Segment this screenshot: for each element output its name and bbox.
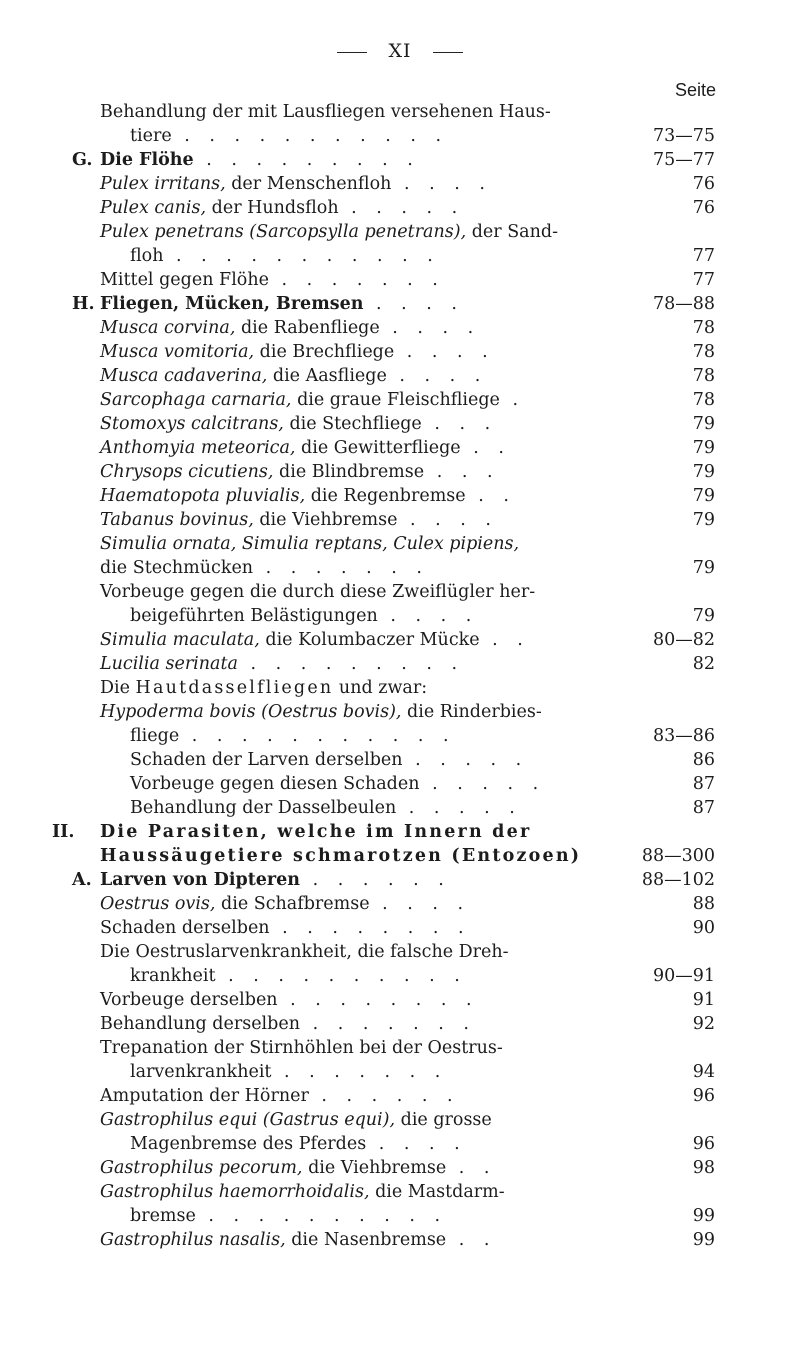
entry-title — [100, 436, 511, 460]
entry-title-rest: die Regenbremse — [305, 486, 466, 506]
leader-dots: . . — [446, 1230, 497, 1250]
leader-dots: . . . . — [391, 174, 492, 194]
page-reference: 79 — [692, 414, 715, 434]
entry-title — [130, 124, 448, 148]
leader-dots: . . . . . . . . — [277, 990, 479, 1010]
page-number: XI — [388, 40, 412, 62]
page-reference: 76 — [692, 174, 715, 194]
entry-marker: H. — [72, 294, 95, 314]
toc-entry — [0, 364, 800, 388]
entry-title — [100, 820, 531, 844]
table-of-contents — [0, 100, 800, 1252]
entry-title-main: Tabanus bovinus, — [100, 510, 254, 530]
entry-title-main: Vorbeuge gegen die durch diese Zweiflügler her- — [100, 582, 536, 602]
entry-title-main: Pulex irritans, — [100, 174, 226, 194]
leader-dots: . . . . — [377, 606, 479, 626]
entry-title-main: Chrysops cicutiens, — [100, 462, 274, 482]
page-reference: 79 — [692, 462, 715, 482]
toc-entry — [0, 460, 800, 484]
entry-title-main: Fliegen, Mücken, Bremsen — [100, 294, 364, 314]
page-reference: 75—77 — [652, 150, 715, 170]
entry-title-main: Die — [100, 678, 136, 698]
leader-dots: . . . . . . . . . — [237, 654, 465, 674]
toc-entry — [0, 1228, 800, 1252]
toc-entry — [0, 172, 800, 196]
toc-entry — [0, 964, 800, 988]
entry-title — [100, 100, 551, 124]
toc-entry — [0, 1204, 800, 1228]
page-reference: 91 — [692, 990, 715, 1010]
toc-entry — [0, 1084, 800, 1108]
page-header — [0, 40, 800, 62]
toc-entry — [0, 244, 800, 268]
page-reference: 92 — [692, 1014, 715, 1034]
toc-entry — [0, 556, 800, 580]
entry-title — [100, 508, 498, 532]
toc-entry — [0, 1132, 800, 1156]
entry-title-rest: die Gewitterfliege — [295, 438, 461, 458]
entry-title-main: Die Oestruslarvenkrankheit, die falsche Dreh- — [100, 942, 509, 962]
entry-title-main: Pulex canis, — [100, 198, 207, 218]
toc-entry — [0, 580, 800, 604]
toc-entry — [0, 340, 800, 364]
entry-title-spaced: Hautdasselfliegen — [135, 678, 334, 698]
header-rule-left — [337, 52, 367, 53]
entry-title — [130, 748, 528, 772]
leader-dots: . . — [465, 486, 516, 506]
leader-dots: . . . . — [386, 366, 488, 386]
entry-title-rest: die Aasfliege — [267, 366, 387, 386]
toc-entry — [0, 820, 800, 844]
toc-entry — [0, 1156, 800, 1180]
leader-dots: . . . . . . . . . . . — [171, 126, 449, 146]
entry-title — [130, 1204, 447, 1228]
page-reference: 83—86 — [652, 726, 715, 746]
leader-dots: . . . . . . — [300, 870, 451, 890]
entry-title-main: Vorbeuge derselben — [100, 990, 278, 1010]
entry-title-main: krankheit — [130, 966, 216, 986]
toc-entry — [0, 1060, 800, 1084]
entry-title — [100, 220, 558, 244]
entry-title-main: Behandlung der Dasselbeulen — [130, 798, 397, 818]
toc-entry — [0, 988, 800, 1012]
entry-title-main: Haussäugetiere schmarotzen (Entozoen) — [100, 846, 582, 866]
entry-title — [100, 916, 471, 940]
entry-title-main: Larven von Dipteren — [100, 870, 300, 890]
entry-marker: G. — [72, 150, 93, 170]
entry-title — [100, 580, 535, 604]
toc-entry — [0, 508, 800, 532]
leader-dots: . . . — [421, 414, 498, 434]
page-reference: 78 — [692, 390, 715, 410]
entry-title-main: Haematopota pluvialis, — [100, 486, 306, 506]
entry-title — [100, 532, 519, 556]
entry-title-main: die Stechmücken — [100, 558, 254, 578]
entry-title-main: Gastrophilus equi (Gastrus equi), — [100, 1110, 396, 1130]
entry-title — [100, 484, 516, 508]
toc-entry — [0, 1108, 800, 1132]
leader-dots: . . . . — [369, 894, 471, 914]
entry-title — [100, 1228, 496, 1252]
toc-entry — [0, 868, 800, 892]
toc-entry — [0, 892, 800, 916]
toc-entry — [0, 388, 800, 412]
entry-title-main: Mittel gegen Flöhe — [100, 270, 269, 290]
page-reference: 82 — [692, 654, 715, 674]
leader-dots: . . . . . . . . . — [193, 150, 420, 170]
entry-title — [100, 148, 420, 172]
toc-entry — [0, 532, 800, 556]
entry-title-main: Simulia maculata, — [100, 630, 260, 650]
entry-title — [100, 652, 464, 676]
page-reference: 79 — [692, 486, 715, 506]
entry-title-rest: die Viehbremse — [253, 510, 398, 530]
entry-title-rest: die grosse — [395, 1110, 492, 1130]
leader-dots: . . . — [424, 462, 500, 482]
page-reference: 79 — [692, 438, 715, 458]
entry-title — [100, 340, 495, 364]
page-reference: 88—102 — [641, 870, 715, 890]
page-reference: 79 — [692, 510, 715, 530]
entry-title-main: Musca vomitoria, — [100, 342, 255, 362]
page-reference: 78 — [692, 366, 715, 386]
entry-title-rest: die Brechfliege — [254, 342, 395, 362]
entry-title — [100, 1036, 503, 1060]
entry-title-rest: der Sand- — [466, 222, 558, 242]
page-reference: 79 — [692, 558, 715, 578]
entry-title-rest: die Nasenbremse — [285, 1230, 447, 1250]
page-reference: 96 — [692, 1134, 715, 1154]
toc-entry — [0, 700, 800, 724]
leader-dots: . . — [479, 630, 530, 650]
entry-title-rest: die Mastdarm- — [369, 1182, 505, 1202]
entry-title — [100, 844, 581, 868]
page-reference: 77 — [692, 270, 715, 290]
entry-title — [130, 244, 440, 268]
entry-title-main: Hypoderma bovis (Oestrus bovis), — [100, 702, 402, 722]
leader-dots: . . . . . . . — [300, 1014, 476, 1034]
page-reference: 78—88 — [652, 294, 715, 314]
entry-title — [100, 292, 464, 316]
entry-title — [100, 700, 542, 724]
entry-title-rest: die Rabenfliege — [235, 318, 380, 338]
entry-title-main: Anthomyia meteorica, — [100, 438, 296, 458]
toc-entry — [0, 484, 800, 508]
page-reference: 90 — [692, 918, 715, 938]
leader-dots: . . . . . . . . . . . — [179, 726, 456, 746]
entry-title — [130, 964, 467, 988]
entry-title-main: Vorbeuge gegen diesen Schaden — [130, 774, 420, 794]
leader-dots: . . . . . — [419, 774, 546, 794]
entry-title-rest: die Viehbremse — [302, 1158, 447, 1178]
entry-title — [100, 1156, 496, 1180]
page-reference: 86 — [692, 750, 715, 770]
page-reference: 78 — [692, 318, 715, 338]
page-reference: 73—75 — [652, 126, 715, 146]
entry-title-rest: die Kolumbaczer Mücke — [259, 630, 480, 650]
page-reference: 87 — [692, 774, 715, 794]
page-reference: 88—300 — [641, 846, 715, 866]
entry-title — [130, 604, 478, 628]
entry-title-main: Schaden der Larven derselben — [130, 750, 403, 770]
page-column-label: Seite — [674, 80, 716, 100]
page-reference: 79 — [692, 606, 715, 626]
entry-title-main: Simulia ornata, Simulia reptans, Culex pipiens, — [100, 534, 520, 554]
entry-title — [100, 556, 429, 580]
page-reference: 96 — [692, 1086, 715, 1106]
leader-dots: . . — [446, 1158, 497, 1178]
toc-entry — [0, 436, 800, 460]
leader-dots: . . . . . — [396, 798, 522, 818]
entry-title — [100, 172, 492, 196]
leader-dots: . . . . . . . . — [269, 918, 471, 938]
leader-dots: . . . . . . . . . . . — [163, 246, 440, 266]
entry-title-main: Die Flöhe — [100, 150, 194, 170]
entry-title — [100, 892, 470, 916]
entry-title — [100, 1180, 505, 1204]
entry-title-main: Musca cadaverina, — [100, 366, 268, 386]
toc-entry — [0, 940, 800, 964]
toc-entry — [0, 292, 800, 316]
entry-title-main: Behandlung der mit Lausfliegen versehenen Haus- — [100, 102, 551, 122]
leader-dots: . . . . . — [402, 750, 529, 770]
entry-title — [100, 1084, 460, 1108]
page-reference: 87 — [692, 798, 715, 818]
toc-entry — [0, 748, 800, 772]
toc-entry — [0, 652, 800, 676]
entry-title-rest: die Blindbremse — [273, 462, 425, 482]
entry-title-main: Gastrophilus pecorum, — [100, 1158, 303, 1178]
entry-title-rest: die Stechfliege — [283, 414, 422, 434]
entry-title-rest: die Rinderbies- — [401, 702, 542, 722]
page-reference: 88 — [692, 894, 715, 914]
leader-dots: . . . . — [366, 1134, 467, 1154]
toc-entry — [0, 148, 800, 172]
entry-title-main: Gastrophilus haemorrhoidalis, — [100, 1182, 370, 1202]
page-reference: 99 — [692, 1230, 715, 1250]
entry-title — [100, 196, 464, 220]
entry-title — [100, 868, 451, 892]
entry-title — [100, 940, 509, 964]
entry-title-rest: und zwar: — [333, 678, 428, 698]
leader-dots: . . . . — [394, 342, 495, 362]
entry-title-main: Behandlung derselben — [100, 1014, 300, 1034]
toc-entry — [0, 628, 800, 652]
page-reference: 76 — [692, 198, 715, 218]
entry-title-main: tiere — [130, 126, 172, 146]
entry-title — [100, 412, 497, 436]
entry-title-main: Sarcophaga carnaria, — [100, 390, 292, 410]
entry-title — [100, 268, 445, 292]
entry-title-main: Die Parasiten, welche im Innern der — [100, 822, 532, 842]
entry-title-rest: die graue Fleischfliege — [291, 390, 500, 410]
entry-title-main: Schaden derselben — [100, 918, 270, 938]
page-reference: 80—82 — [652, 630, 715, 650]
entry-marker: A. — [72, 870, 92, 890]
entry-title-main: Magenbremse des Pferdes — [130, 1134, 367, 1154]
toc-entry — [0, 1012, 800, 1036]
toc-entry — [0, 196, 800, 220]
leader-dots: . — [499, 390, 526, 410]
entry-title — [130, 1060, 447, 1084]
page-reference: 90—91 — [652, 966, 715, 986]
page-reference: 94 — [692, 1062, 715, 1082]
entry-title-main: Stomoxys calcitrans, — [100, 414, 284, 434]
entry-title — [100, 388, 525, 412]
entry-title — [100, 364, 487, 388]
leader-dots: . . . . . . . — [253, 558, 429, 578]
page-reference: 78 — [692, 342, 715, 362]
entry-title-main: Amputation der Hörner — [100, 1086, 309, 1106]
page-reference: 77 — [692, 246, 715, 266]
toc-entry — [0, 844, 800, 868]
toc-entry — [0, 772, 800, 796]
entry-title — [100, 628, 530, 652]
entry-title — [130, 796, 522, 820]
toc-entry — [0, 916, 800, 940]
leader-dots: . . . . . . . — [268, 270, 445, 290]
toc-entry — [0, 796, 800, 820]
entry-title-main: Pulex penetrans (Sarcopsylla penetrans), — [100, 222, 467, 242]
header-rule-right — [433, 52, 463, 53]
leader-dots: . . — [460, 438, 511, 458]
page-reference: 99 — [692, 1206, 715, 1226]
leader-dots: . . . . . . — [308, 1086, 460, 1106]
entry-title-main: Lucilia serinata — [100, 654, 238, 674]
entry-title-rest: die Schafbremse — [215, 894, 370, 914]
entry-marker: II. — [52, 822, 75, 842]
toc-entry — [0, 316, 800, 340]
toc-entry — [0, 220, 800, 244]
leader-dots: . . . . . . . . . . — [215, 966, 467, 986]
entry-title-main: floh — [130, 246, 164, 266]
entry-title — [130, 724, 456, 748]
toc-entry — [0, 412, 800, 436]
entry-title-main: Gastrophilus nasalis, — [100, 1230, 286, 1250]
leader-dots: . . . . . — [338, 198, 465, 218]
toc-entry — [0, 724, 800, 748]
entry-title — [100, 988, 479, 1012]
leader-dots: . . . . . . . . . . — [195, 1206, 448, 1226]
toc-entry — [0, 604, 800, 628]
leader-dots: . . . . — [379, 318, 481, 338]
entry-title — [100, 1012, 476, 1036]
entry-title-main: Musca corvina, — [100, 318, 236, 338]
entry-title-rest: der Hundsfloh — [206, 198, 339, 218]
leader-dots: . . . . . . . — [271, 1062, 448, 1082]
entry-title — [100, 676, 427, 700]
entry-title-rest: der Menschenfloh — [225, 174, 392, 194]
page-reference: 98 — [692, 1158, 715, 1178]
toc-entry — [0, 1180, 800, 1204]
entry-title-main: bremse — [130, 1206, 196, 1226]
toc-entry — [0, 100, 800, 124]
leader-dots: . . . . — [363, 294, 464, 314]
entry-title — [100, 1108, 492, 1132]
entry-title-main: beigeführten Belästigungen — [130, 606, 378, 626]
entry-title — [130, 772, 545, 796]
entry-title-main: Trepanation der Stirnhöhlen bei der Oestrus- — [100, 1038, 503, 1058]
entry-title — [100, 460, 500, 484]
entry-title-main: larvenkrankheit — [130, 1062, 272, 1082]
entry-title-main: fliege — [130, 726, 180, 746]
entry-title — [130, 1132, 467, 1156]
toc-entry — [0, 676, 800, 700]
entry-title — [100, 316, 480, 340]
toc-entry — [0, 124, 800, 148]
entry-title-main: Oestrus ovis, — [100, 894, 216, 914]
toc-entry — [0, 1036, 800, 1060]
toc-entry — [0, 268, 800, 292]
leader-dots: . . . . — [397, 510, 498, 530]
